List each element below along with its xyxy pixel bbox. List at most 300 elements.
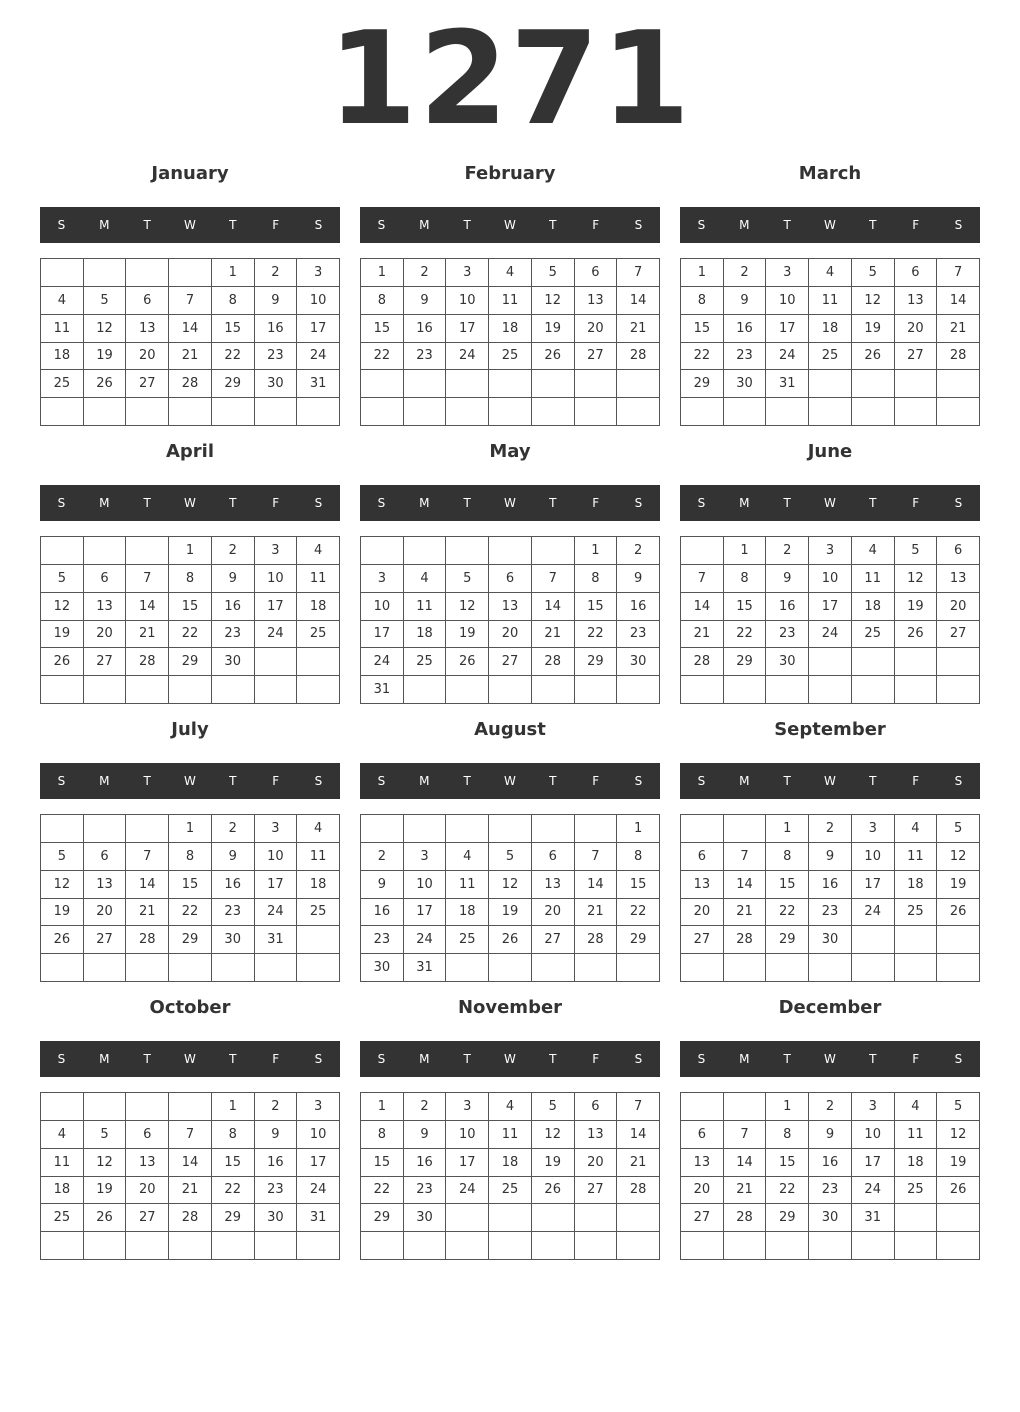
weekday-label: T [783,496,791,510]
day-cell: 16 [404,1149,447,1177]
empty-cell [895,676,938,704]
day-cell: 18 [297,871,340,899]
day-cell: 7 [126,843,169,871]
weekday-label: T [869,1052,877,1066]
day-cell: 25 [297,899,340,927]
day-cell: 4 [404,565,447,593]
weekday-label: W [184,1052,196,1066]
day-cell: 18 [404,621,447,649]
empty-cell [41,259,84,287]
empty-cell [617,370,660,398]
day-cell: 29 [212,370,255,398]
empty-cell [532,954,575,982]
day-cell: 6 [575,259,618,287]
day-cell: 6 [681,843,724,871]
day-cell: 22 [169,899,212,927]
day-cell: 10 [446,287,489,315]
day-cell: 13 [126,1149,169,1177]
empty-cell [297,954,340,982]
day-cell: 16 [255,315,298,343]
day-cell: 14 [937,287,980,315]
empty-cell [255,648,298,676]
day-cell: 2 [212,537,255,565]
day-cell: 10 [446,1121,489,1149]
empty-cell [489,954,532,982]
day-cell: 10 [766,287,809,315]
day-cell: 23 [255,343,298,371]
day-cell: 22 [724,621,767,649]
weekday-label: F [272,774,280,788]
weekday-label: S [697,774,706,788]
day-cell: 3 [361,565,404,593]
day-cell: 12 [532,287,575,315]
day-cell: 5 [937,815,980,843]
day-cell: 27 [681,926,724,954]
day-cell: 26 [937,1177,980,1205]
day-cell: 13 [84,593,127,621]
day-cell: 5 [852,259,895,287]
empty-cell [617,1204,660,1232]
day-cell: 9 [255,287,298,315]
empty-cell [617,954,660,982]
day-cell: 22 [766,899,809,927]
day-cell: 7 [169,287,212,315]
day-cell: 2 [255,1093,298,1121]
day-cell: 1 [766,815,809,843]
day-cell: 22 [766,1177,809,1205]
empty-cell [937,676,980,704]
empty-cell [937,1232,980,1260]
empty-cell [532,1232,575,1260]
day-cell: 19 [446,621,489,649]
day-cell: 7 [532,565,575,593]
day-cell: 10 [809,565,852,593]
weekday-label: T [143,218,151,232]
weekday-header [360,1041,660,1077]
empty-cell [126,676,169,704]
day-cell: 4 [895,815,938,843]
day-cell: 23 [724,343,767,371]
day-cell: 30 [404,1204,447,1232]
empty-cell [681,815,724,843]
day-cell: 15 [681,315,724,343]
day-cell: 25 [297,621,340,649]
day-cell: 15 [766,1149,809,1177]
day-cell: 7 [724,843,767,871]
day-cell: 13 [489,593,532,621]
empty-cell [895,648,938,676]
day-cell: 19 [532,1149,575,1177]
day-cell: 17 [446,1149,489,1177]
day-cell: 16 [809,871,852,899]
day-cell: 29 [169,926,212,954]
empty-cell [937,926,980,954]
day-cell: 19 [41,621,84,649]
day-cell: 14 [126,593,169,621]
day-cell: 20 [532,899,575,927]
day-cell: 14 [169,315,212,343]
day-cell: 12 [41,871,84,899]
day-cell: 13 [681,1149,724,1177]
weekday-label: W [184,774,196,788]
empty-cell [489,1232,532,1260]
month-name: February [464,163,556,184]
day-cell: 31 [852,1204,895,1232]
day-cell: 18 [41,343,84,371]
empty-cell [255,1232,298,1260]
day-cell: 11 [852,565,895,593]
day-grid [40,814,340,982]
day-cell: 26 [489,926,532,954]
day-cell: 12 [41,593,84,621]
weekday-label: F [272,218,280,232]
empty-cell [724,815,767,843]
empty-cell [361,1232,404,1260]
day-cell: 7 [617,1093,660,1121]
day-cell: 26 [852,343,895,371]
day-cell: 27 [489,648,532,676]
weekday-label: M [99,1052,110,1066]
day-cell: 7 [126,565,169,593]
day-cell: 17 [446,315,489,343]
day-cell: 16 [809,1149,852,1177]
day-cell: 13 [895,287,938,315]
day-cell: 7 [169,1121,212,1149]
day-cell: 3 [852,1093,895,1121]
weekday-label: T [143,1052,151,1066]
day-cell: 8 [681,287,724,315]
day-cell: 28 [126,648,169,676]
day-cell: 25 [809,343,852,371]
empty-cell [169,1232,212,1260]
day-cell: 29 [724,648,767,676]
day-cell: 28 [532,648,575,676]
day-cell: 5 [84,1121,127,1149]
day-cell: 29 [617,926,660,954]
empty-cell [489,370,532,398]
weekday-label: M [419,1052,430,1066]
day-cell: 26 [937,899,980,927]
day-cell: 23 [809,1177,852,1205]
day-cell: 15 [617,871,660,899]
day-cell: 31 [361,676,404,704]
empty-cell [766,954,809,982]
day-cell: 26 [84,370,127,398]
weekday-label: W [824,774,836,788]
empty-cell [724,1093,767,1121]
day-cell: 21 [126,621,169,649]
day-cell: 3 [255,537,298,565]
day-cell: 28 [169,370,212,398]
weekday-label: T [783,774,791,788]
day-cell: 6 [84,843,127,871]
weekday-label: S [954,774,963,788]
weekday-label: W [504,1052,516,1066]
day-cell: 4 [41,287,84,315]
day-cell: 19 [937,1149,980,1177]
day-cell: 24 [809,621,852,649]
day-cell: 17 [809,593,852,621]
empty-cell [532,1204,575,1232]
day-cell: 24 [446,1177,489,1205]
weekday-label: M [99,496,110,510]
month-name: December [778,997,882,1018]
day-cell: 30 [766,648,809,676]
weekday-label: S [697,1052,706,1066]
weekday-label: T [783,1052,791,1066]
weekday-label: S [377,1052,386,1066]
day-cell: 8 [212,1121,255,1149]
empty-cell [575,1204,618,1232]
empty-cell [446,815,489,843]
month-name: May [489,441,531,462]
day-cell: 21 [724,899,767,927]
weekday-label: W [824,496,836,510]
day-cell: 1 [681,259,724,287]
weekday-label: F [592,218,600,232]
day-cell: 15 [724,593,767,621]
day-cell: 11 [895,843,938,871]
day-cell: 27 [84,926,127,954]
empty-cell [681,1093,724,1121]
empty-cell [681,954,724,982]
empty-cell [937,398,980,426]
weekday-label: F [592,1052,600,1066]
day-cell: 24 [404,926,447,954]
day-grid [680,258,980,426]
day-grid [360,1092,660,1260]
day-cell: 13 [532,871,575,899]
day-cell: 29 [361,1204,404,1232]
day-cell: 8 [361,1121,404,1149]
weekday-label: T [869,774,877,788]
day-cell: 30 [809,1204,852,1232]
day-grid [680,536,980,704]
empty-cell [84,537,127,565]
day-cell: 2 [724,259,767,287]
day-cell: 8 [169,843,212,871]
month-name: November [457,997,563,1018]
day-cell: 2 [361,843,404,871]
empty-cell [126,1093,169,1121]
day-cell: 15 [575,593,618,621]
weekday-label: S [954,496,963,510]
day-cell: 18 [852,593,895,621]
day-cell: 10 [852,1121,895,1149]
day-cell: 25 [489,343,532,371]
month-name: March [798,163,862,184]
empty-cell [41,537,84,565]
weekday-label: T [229,218,237,232]
day-cell: 1 [361,259,404,287]
day-cell: 7 [937,259,980,287]
weekday-label: F [912,1052,920,1066]
day-cell: 4 [489,259,532,287]
weekday-label: M [739,496,750,510]
day-cell: 8 [169,565,212,593]
empty-cell [404,1232,447,1260]
weekday-label: W [504,218,516,232]
day-cell: 18 [446,899,489,927]
day-cell: 20 [84,621,127,649]
day-cell: 3 [404,843,447,871]
day-cell: 27 [575,1177,618,1205]
empty-cell [489,398,532,426]
weekday-header [680,207,980,243]
day-cell: 4 [41,1121,84,1149]
day-cell: 2 [404,259,447,287]
day-cell: 4 [489,1093,532,1121]
day-cell: 20 [937,593,980,621]
empty-cell [169,676,212,704]
day-cell: 25 [41,1204,84,1232]
day-cell: 8 [766,843,809,871]
weekday-label: T [229,1052,237,1066]
empty-cell [852,370,895,398]
empty-cell [852,676,895,704]
day-cell: 29 [766,926,809,954]
day-cell: 2 [617,537,660,565]
weekday-label: S [634,496,643,510]
day-cell: 9 [404,1121,447,1149]
day-grid [680,1092,980,1260]
empty-cell [852,926,895,954]
day-cell: 24 [297,343,340,371]
day-cell: 20 [126,1177,169,1205]
day-cell: 16 [212,871,255,899]
day-cell: 21 [617,1149,660,1177]
day-cell: 13 [575,287,618,315]
day-cell: 29 [575,648,618,676]
day-cell: 19 [532,315,575,343]
empty-cell [126,815,169,843]
empty-cell [126,537,169,565]
day-cell: 3 [766,259,809,287]
day-cell: 14 [724,1149,767,1177]
day-cell: 20 [575,1149,618,1177]
day-cell: 18 [895,1149,938,1177]
day-cell: 10 [404,871,447,899]
day-cell: 1 [212,259,255,287]
day-cell: 18 [489,315,532,343]
empty-cell [84,815,127,843]
empty-cell [84,676,127,704]
day-cell: 8 [212,287,255,315]
empty-cell [895,1204,938,1232]
day-cell: 12 [852,287,895,315]
weekday-label: S [377,496,386,510]
day-grid [360,814,660,982]
weekday-label: M [419,774,430,788]
day-cell: 11 [297,843,340,871]
weekday-label: T [549,774,557,788]
empty-cell [126,954,169,982]
weekday-label: T [143,774,151,788]
day-cell: 28 [169,1204,212,1232]
empty-cell [724,954,767,982]
day-cell: 17 [766,315,809,343]
day-cell: 16 [212,593,255,621]
weekday-label: W [504,496,516,510]
empty-cell [532,676,575,704]
empty-cell [446,1232,489,1260]
day-cell: 24 [255,899,298,927]
day-cell: 15 [169,871,212,899]
day-cell: 25 [895,1177,938,1205]
weekday-label: S [377,774,386,788]
day-cell: 21 [681,621,724,649]
day-cell: 12 [84,315,127,343]
day-cell: 3 [297,1093,340,1121]
empty-cell [895,370,938,398]
weekday-label: T [549,218,557,232]
empty-cell [84,259,127,287]
empty-cell [255,676,298,704]
day-cell: 20 [489,621,532,649]
day-grid [40,1092,340,1260]
day-cell: 16 [766,593,809,621]
day-cell: 5 [489,843,532,871]
empty-cell [489,815,532,843]
empty-cell [895,954,938,982]
day-cell: 15 [361,1149,404,1177]
day-cell: 20 [84,899,127,927]
day-cell: 21 [532,621,575,649]
day-cell: 20 [575,315,618,343]
weekday-label: M [739,1052,750,1066]
empty-cell [809,370,852,398]
day-cell: 14 [617,287,660,315]
day-cell: 22 [169,621,212,649]
day-cell: 6 [126,287,169,315]
weekday-label: S [314,496,323,510]
empty-cell [937,954,980,982]
day-cell: 28 [724,926,767,954]
day-cell: 14 [126,871,169,899]
day-cell: 12 [84,1149,127,1177]
weekday-label: S [697,218,706,232]
day-cell: 5 [532,1093,575,1121]
month-name: April [165,441,215,462]
day-cell: 7 [724,1121,767,1149]
day-cell: 17 [852,1149,895,1177]
empty-cell [575,954,618,982]
day-cell: 25 [446,926,489,954]
day-cell: 27 [126,370,169,398]
weekday-header [360,207,660,243]
empty-cell [766,398,809,426]
day-cell: 1 [169,815,212,843]
day-cell: 9 [809,843,852,871]
empty-cell [852,398,895,426]
day-cell: 11 [297,565,340,593]
day-cell: 14 [575,871,618,899]
empty-cell [575,676,618,704]
weekday-label: T [869,496,877,510]
day-cell: 1 [212,1093,255,1121]
weekday-header [40,207,340,243]
day-cell: 9 [361,871,404,899]
day-cell: 9 [617,565,660,593]
empty-cell [297,1232,340,1260]
empty-cell [404,370,447,398]
day-cell: 22 [361,1177,404,1205]
empty-cell [532,537,575,565]
day-cell: 31 [255,926,298,954]
empty-cell [169,1093,212,1121]
weekday-label: S [634,1052,643,1066]
day-cell: 6 [895,259,938,287]
